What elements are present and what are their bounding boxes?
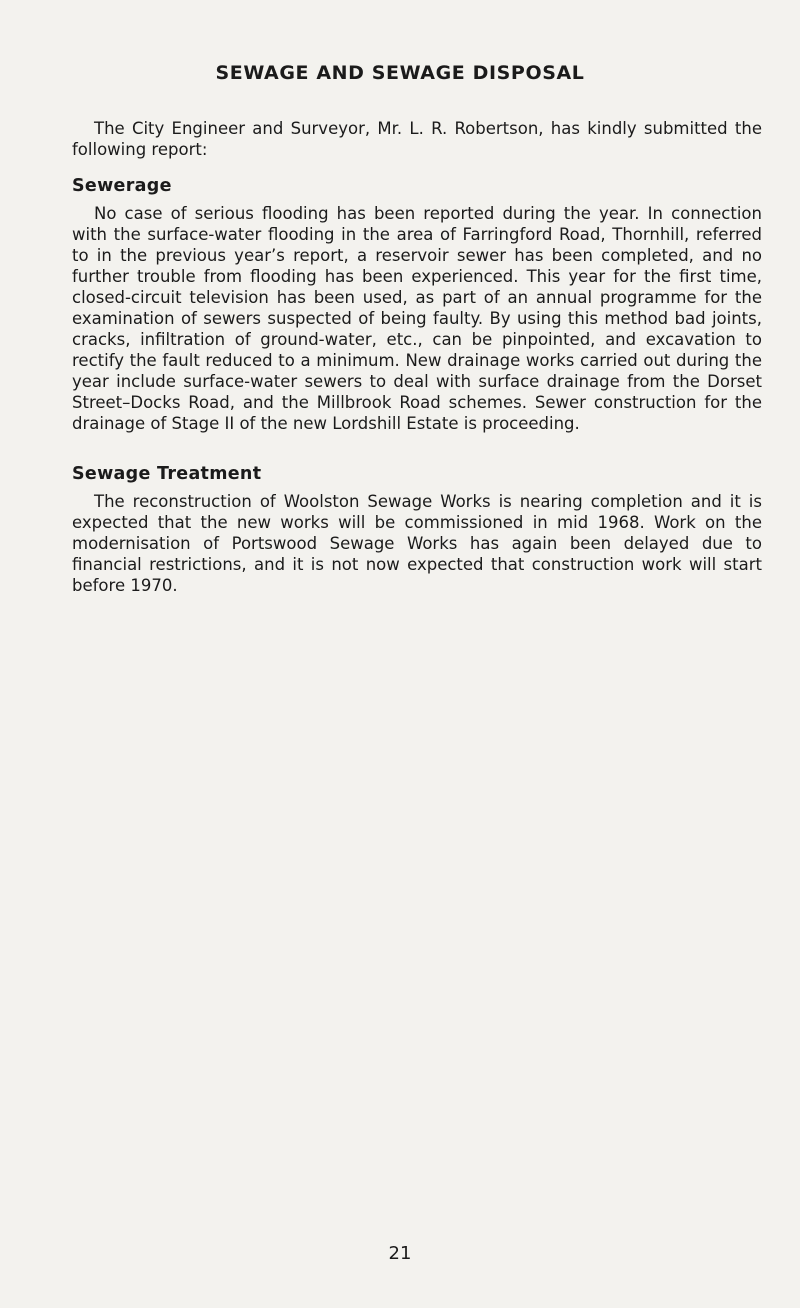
intro-paragraph: The City Engineer and Surveyor, Mr. L. R. Robertson, has kindly submitted the following report:	[72, 119, 762, 159]
section-heading-sewerage: Sewerage	[72, 176, 172, 196]
page-number: 21	[388, 1243, 412, 1264]
section-body-sewerage: No case of serious flooding has been reported during the year. In connection with the surface-water flooding in the area of Farringford Road, Thornhill, referred to in the previous year’s report, a reservoir sewer has been completed, and no further trouble from flooding has been experienced. This year for the first time, closed-circuit television has been used, as part of an annual programme for the examination of sewers suspected of being faulty. By using this method bad joints, cracks, infiltration of ground-water, etc., can be pinpointed, and excavation to rectify the fault reduced to a minimum. New drainage works carried out during the year include surface-water sewers to deal with surface drainage from the Dorset Street–Docks Road, and the Millbrook Road schemes. Sewer construction for the drainage of Stage II of the new Lordshill Estate is proceeding.	[72, 204, 762, 433]
page-title: SEWAGE AND SEWAGE DISPOSAL	[215, 62, 585, 84]
section-heading-sewage-treatment: Sewage Treatment	[72, 464, 262, 484]
section-body-sewage-treatment: The reconstruction of Woolston Sewage Works is nearing completion and it is expected that the new works will be commissioned in mid 1968. Work on the modernisation of Portswood Sewage Works has again been delayed due to financial restrictions, and it is not now expected that construction work will start before 1970.	[72, 492, 762, 595]
